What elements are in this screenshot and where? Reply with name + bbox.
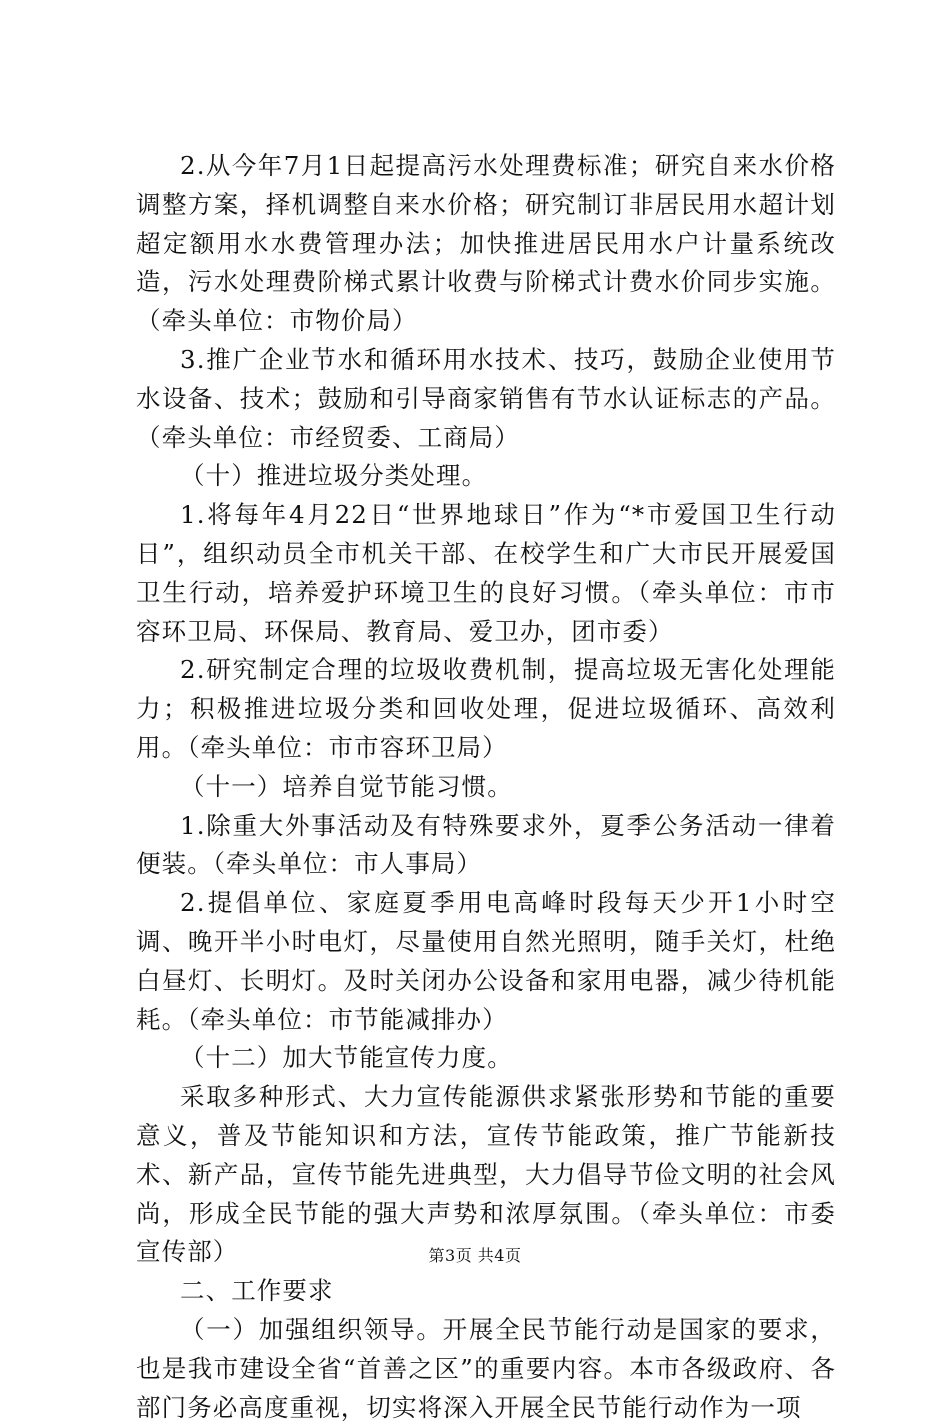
paragraph-publicity: 采取多种形式、大力宣传能源供求紧张形势和节能的重要意义，普及节能知识和方法，宣传节能政策，推广节能新技术、新产品，宣传节能先进典型，大力倡导节俭文明的社会风尚，形成全民节能的强大声势和浓厚氛围。（牵头单位：市委宣传部） [136, 1082, 836, 1267]
paragraph-garbage-fee: 2.研究制定合理的垃圾收费机制，提高垃圾无害化处理能力；积极推进垃圾分类和回收处理，促进垃圾循环、高效利用。（牵头单位：市市容环卫局） [136, 655, 836, 762]
paragraph-casual-dress: 1.除重大外事活动及有特殊要求外，夏季公务活动一律着便装。（牵头单位：市人事局） [136, 810, 836, 879]
paragraph-earth-day: 1.将每年4月22日“世界地球日”作为“*市爱国卫生行动日”，组织动员全市机关干部、在校学生和广大市民开展爱国卫生行动，培养爱护环境卫生的良好习惯。（牵头单位：市市容环卫局、环保局、教育局、爱卫办，团市委） [136, 500, 836, 646]
paragraph-electricity: 2.提倡单位、家庭夏季用电高峰时段每天少开1小时空调、晚开半小时电灯，尽量使用自然光照明，随手关灯，杜绝白昼灯、长明灯。及时关闭办公设备和家用电器，减少待机能耗。（牵头单位：市节能减排办） [136, 888, 836, 1034]
paragraph-water-saving-tech: 3.推广企业节水和循环用水技术、技巧，鼓励企业使用节水设备、技术；鼓励和引导商家销售有节水认证标志的产品。（牵头单位：市经贸委、工商局） [136, 344, 836, 452]
page-number-footer: 第3页 共4页 [428, 1246, 522, 1265]
section-heading-habits: （十一）培养自觉节能习惯。 [180, 771, 513, 801]
paragraph-leadership: （一）加强组织领导。开展全民节能行动是国家的要求，也是我市建设全省“首善之区”的重要内容。本市各级政府、各部门务必高度重视，切实将深入开展全民节能行动作为一项 [136, 1314, 836, 1422]
section-heading-requirements: 二、工作要求 [180, 1276, 334, 1306]
paragraph-water-price: 2.从今年7月1日起提高污水处理费标准；研究自来水价格调整方案，择机调整自来水价格；研究制订非居民用水超计划超定额用水水费管理办法；加快推进居民用水户计量系统改造，污水处理费阶梯式累计收费与阶梯式计费水价同步实施。（牵头单位：市物价局） [136, 151, 836, 336]
section-heading-garbage: （十）推进垃圾分类处理。 [180, 461, 488, 491]
section-heading-publicity: （十二）加大节能宣传力度。 [180, 1043, 513, 1073]
document-body [136, 147, 836, 1427]
